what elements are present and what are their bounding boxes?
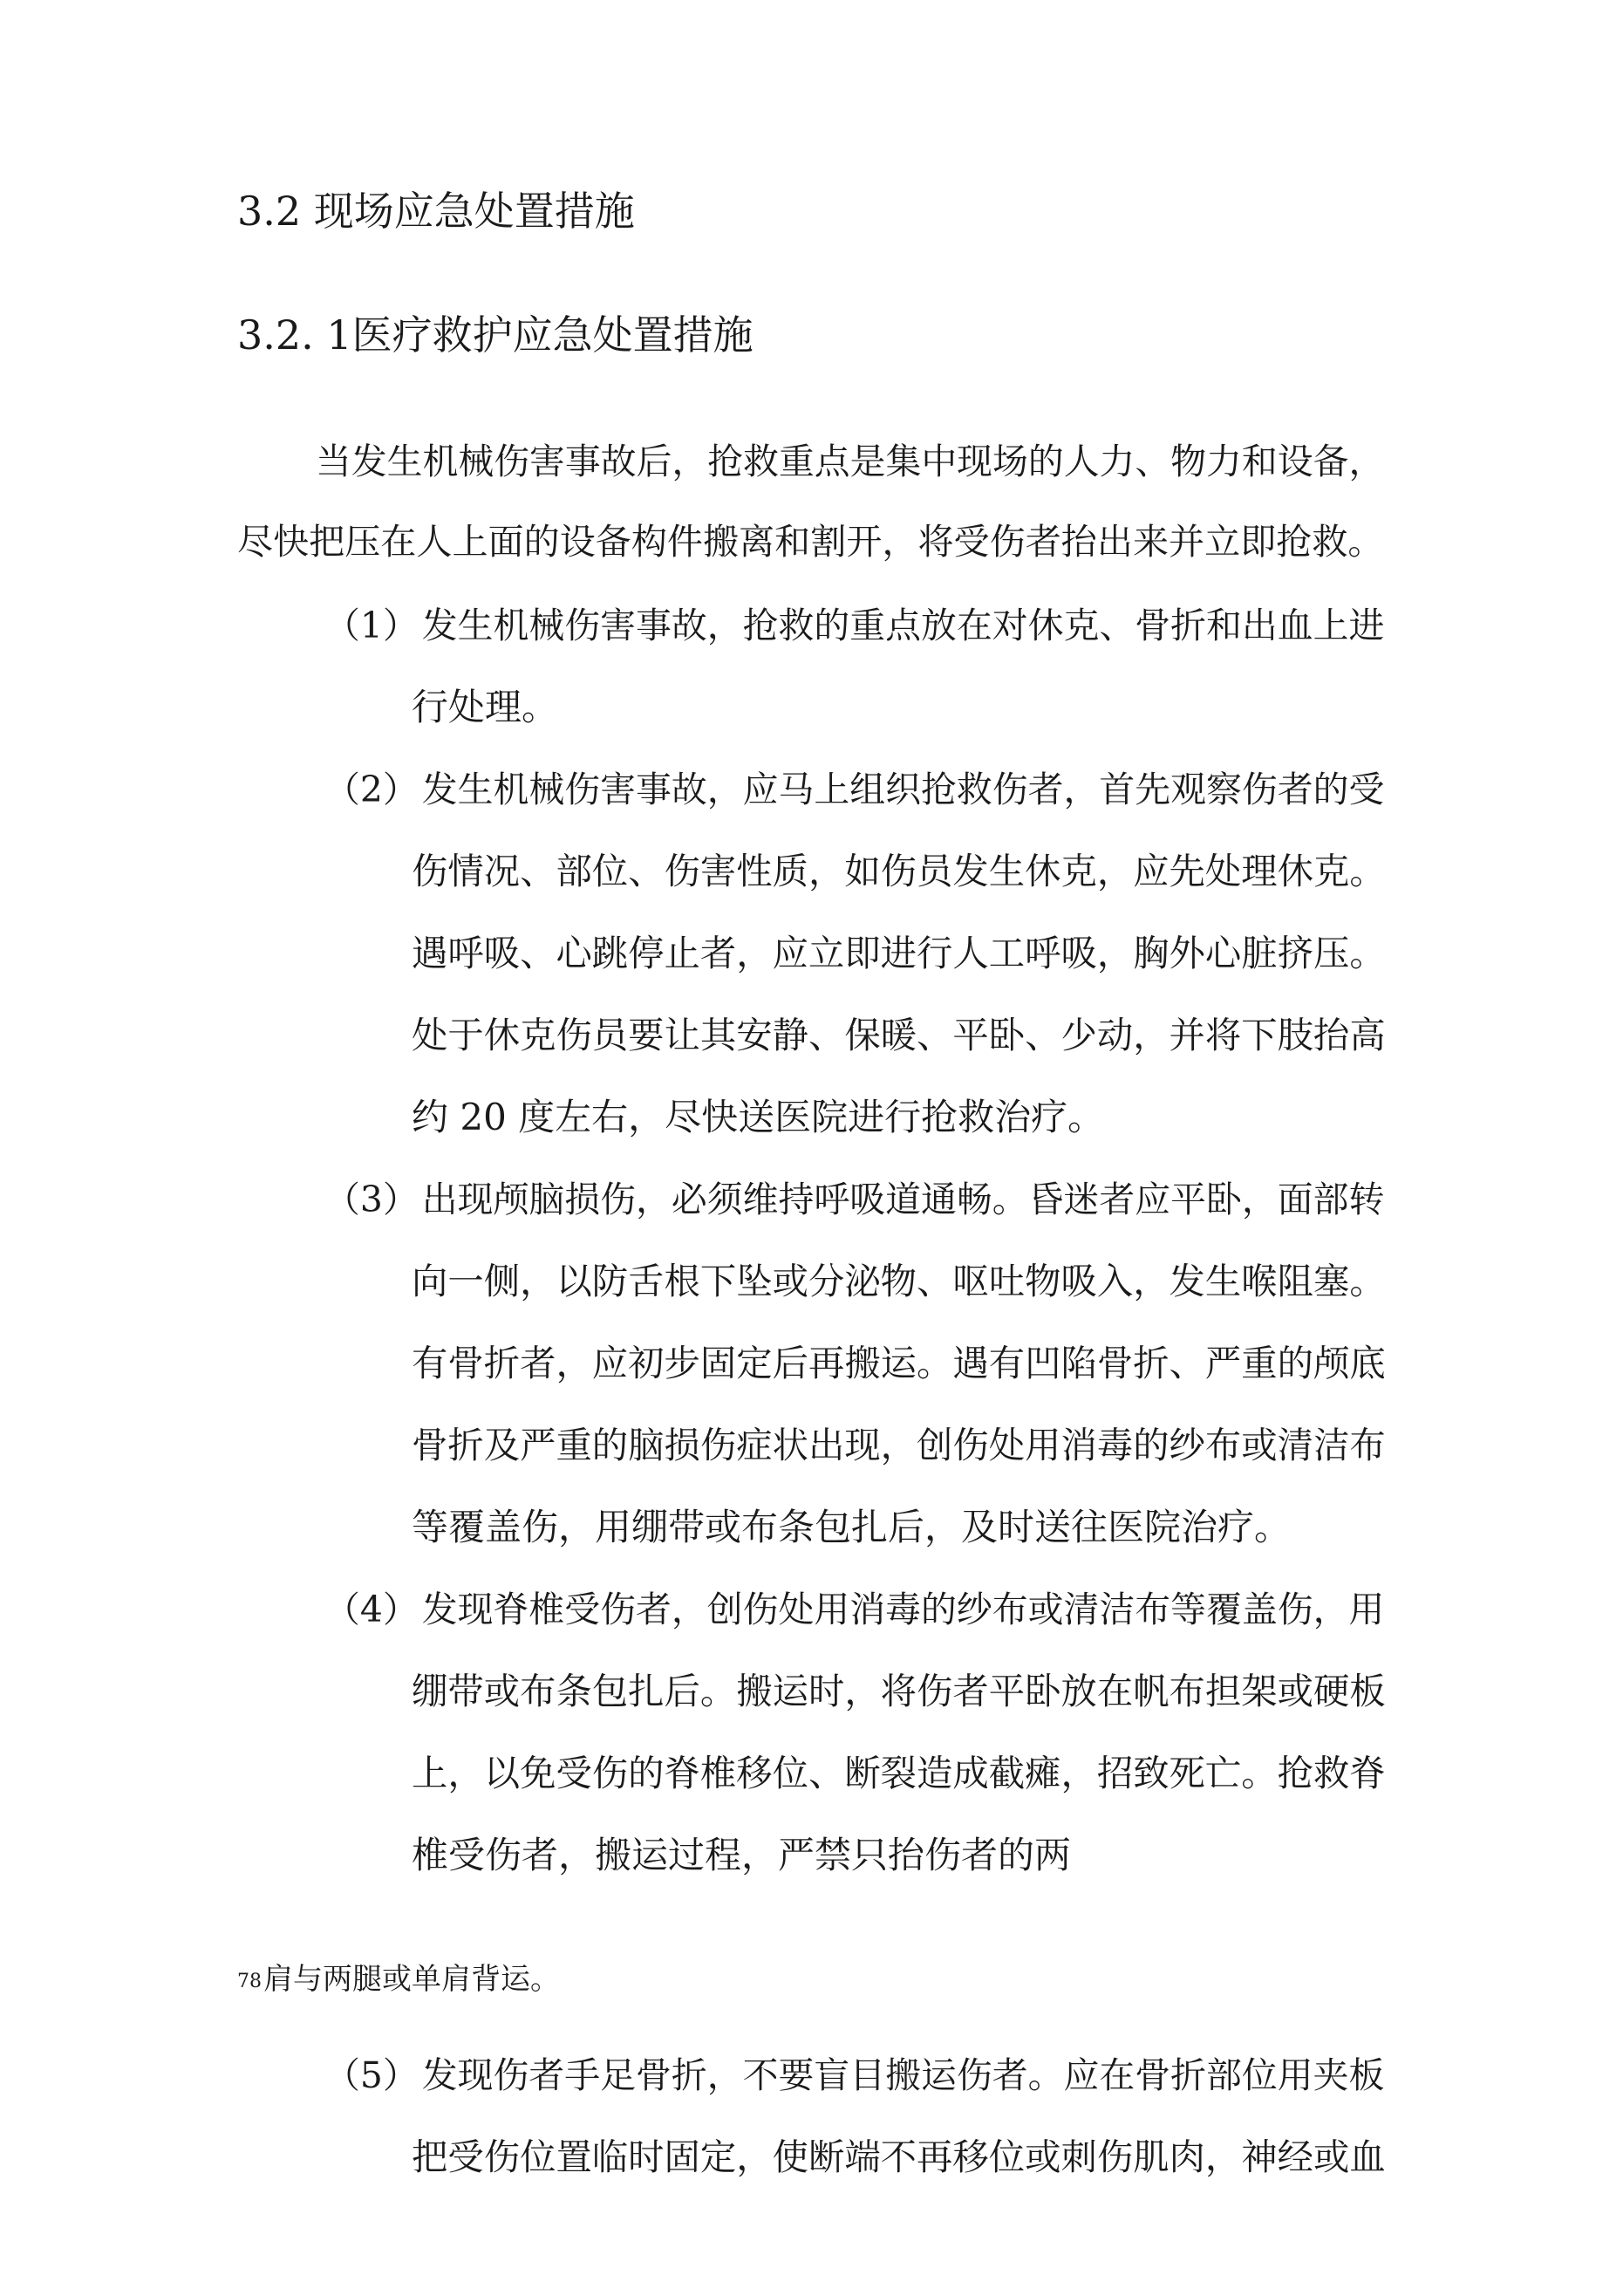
item-line: 等覆盖伤，用绷带或布条包扎后，及时送往医院治疗。 [412, 1506, 1292, 1548]
item-label: （4） [324, 1589, 419, 1630]
list-item-1 [324, 604, 1384, 647]
item-line: 骨折及严重的脑损伤症状出现，创伤处用消毒的纱布或清洁布 [412, 1425, 1386, 1466]
item-line: 绷带或布条包扎后。搬运时，将伤者平卧放在帆布担架或硬板 [412, 1671, 1386, 1712]
list-item-3 [324, 1178, 1384, 1221]
page-break-line [237, 1958, 560, 2004]
item-label: （2） [324, 769, 419, 810]
item-line: 出现颅脑损伤，必须维持呼吸道通畅。昏迷者应平卧，面部转 [421, 1179, 1385, 1220]
item-line: 约 20 度左右，尽快送医院进行抢救治疗。 [412, 1096, 1105, 1138]
item-line: 把受伤位置临时固定，使断端不再移位或刺伤肌肉，神经或血 [412, 2136, 1386, 2178]
intro-line-2: 尽快把压在人上面的设备构件搬离和割开，将受伤者抬出来并立即抢救。 [237, 521, 1384, 563]
item-line: 伤情况、部位、伤害性质，如伤员发生休克，应先处理休克。 [412, 851, 1386, 892]
item-label: （3） [324, 1179, 419, 1220]
list-item-5 [324, 2053, 1384, 2097]
list-item-4 [324, 1588, 1384, 1631]
item-line: 发现伤者手足骨折，不要盲目搬运伤者。应在骨折部位用夹板 [421, 2054, 1385, 2096]
subsection-heading: 3.2. 1医疗救护应急处置措施 [237, 311, 754, 359]
item-line: 发生机械伤害事故，抢救的重点放在对休克、骨折和出血上进 [421, 605, 1385, 646]
item-line: 上，以免受伤的脊椎移位、断裂造成截瘫，招致死亡。抢救脊 [412, 1753, 1386, 1794]
item-line: 行处理。 [412, 686, 559, 728]
item-label: （1） [324, 605, 419, 646]
intro-line-1: 当发生机械伤害事故后，抢救重点是集中现场的人力、物力和设备， [316, 441, 1385, 482]
page-number: 78 [237, 1971, 262, 1992]
section-heading: 3.2 现场应急处置措施 [237, 188, 635, 235]
item-line: 向一侧，以防舌根下坠或分泌物、呕吐物吸入，发生喉阻塞。 [412, 1261, 1386, 1302]
continuation-text: 肩与两腿或单肩背运。 [263, 1962, 560, 1997]
item-line: 发生机械伤害事故，应马上组织抢救伤者，首先观察伤者的受 [421, 769, 1385, 810]
item-line: 发现脊椎受伤者，创伤处用消毒的纱布或清洁布等覆盖伤，用 [421, 1589, 1385, 1630]
item-line: 椎受伤者，搬运过程，严禁只抬伤者的两 [412, 1834, 1072, 1876]
item-line: 有骨折者，应初步固定后再搬运。遇有凹陷骨折、严重的颅底 [412, 1343, 1386, 1384]
item-label: （5） [324, 2054, 419, 2096]
item-line: 处于休克伤员要让其安静、保暖、平卧、少动，并将下肢抬高 [412, 1015, 1386, 1056]
item-line: 遇呼吸、心跳停止者，应立即进行人工呼吸，胸外心脏挤压。 [412, 933, 1386, 974]
list-item-2 [324, 768, 1384, 811]
